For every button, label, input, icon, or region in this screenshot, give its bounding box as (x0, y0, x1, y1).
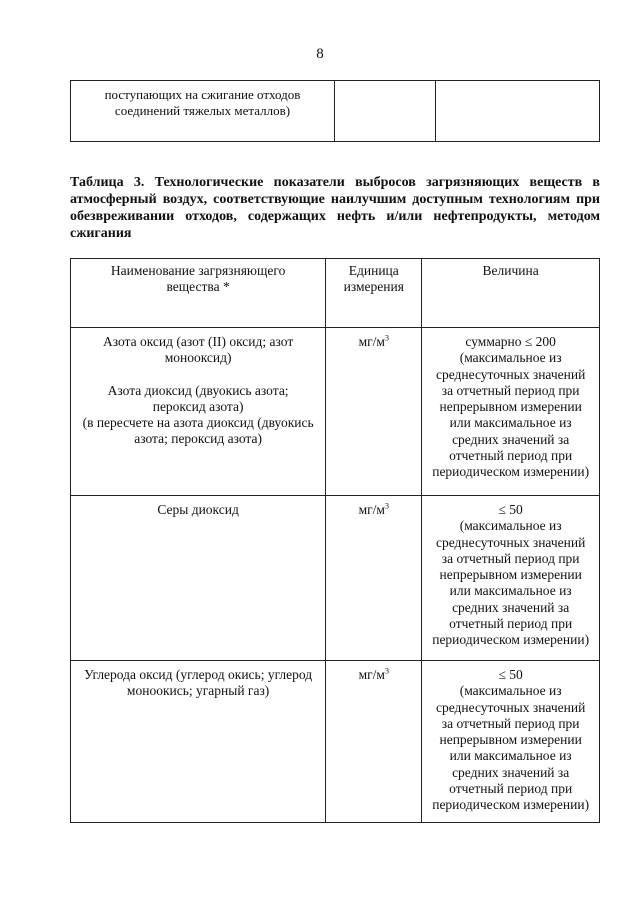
value-text: отчетный период при (449, 448, 573, 464)
value-text: за отчетный период при (441, 715, 580, 731)
table-cell (436, 81, 600, 142)
unit-cell (326, 661, 422, 823)
value-text: средних значений за (452, 764, 570, 780)
table-row (71, 661, 600, 823)
substance-cell (71, 496, 326, 661)
unit-exponent: 3 (384, 666, 389, 676)
substance-text: Азота диоксид (двуокись азота; (107, 382, 289, 398)
unit-text: мг/м (358, 502, 385, 517)
unit-exponent: 3 (384, 501, 389, 511)
value-text: (максимальное из (459, 683, 562, 699)
unit-cell (326, 496, 422, 661)
substance-text: моноокись; угарный газ) (126, 683, 270, 699)
page-number: 8 (316, 46, 324, 62)
value-text: средних значений за (452, 431, 570, 447)
table-caption: Таблица 3. Технологические показатели выбросов загрязняющих веществ в атмосферный воздух, соответствующие наилучшим доступным технологиям при обезвреживании отходов, содержащих нефть и/или нефтепродукты, методом сжигания (70, 175, 600, 241)
header-text: измерения (343, 279, 404, 295)
table-cell (71, 81, 335, 142)
value-text: суммарно ≤ 200 (465, 334, 556, 349)
substance-cell (71, 328, 326, 496)
table-header-row (71, 259, 600, 328)
value-text: периодическом измерении) (432, 632, 590, 648)
substance-text: (в пересчете на азота диоксид (двуокись (82, 415, 314, 431)
value-text: периодическом измерении) (432, 797, 590, 813)
spacer (73, 367, 323, 383)
emissions-table (70, 258, 600, 823)
value-text: или максимальное из (449, 748, 572, 764)
value-text: (максимальное из (459, 518, 562, 534)
table-cell (335, 81, 436, 142)
substance-text: пероксид азота) (152, 398, 244, 414)
value-text: за отчетный период при (441, 382, 580, 398)
value-text: за отчетный период при (441, 550, 580, 566)
substance-text: Азота оксид (азот (II) оксид; азот (102, 334, 294, 349)
header-text: Единица (348, 263, 399, 278)
unit-text: мг/м (358, 667, 385, 682)
table-row (71, 328, 600, 496)
value-cell (422, 328, 600, 496)
substance-text: монооксид) (164, 350, 232, 366)
value-text: отчетный период при (449, 781, 573, 797)
value-text: непрерывном измерении (439, 399, 582, 415)
value-text: ≤ 50 (498, 502, 523, 517)
continued-table (70, 80, 600, 142)
substance-text: Углерода оксид (углерод окись; углерод (84, 667, 313, 682)
value-text: или максимальное из (449, 583, 572, 599)
value-text: среднесуточных значений (435, 534, 586, 550)
value-text: средних значений за (452, 599, 570, 615)
value-text: среднесуточных значений (435, 699, 586, 715)
value-text: непрерывном измерении (439, 567, 582, 583)
unit-cell (326, 328, 422, 496)
header-value (422, 259, 600, 328)
table-row (71, 81, 600, 142)
value-text: непрерывном измерении (439, 732, 582, 748)
value-text: ≤ 50 (498, 667, 523, 682)
substance-cell (71, 661, 326, 823)
value-cell (422, 496, 600, 661)
value-text: или максимальное из (449, 415, 572, 431)
value-cell (422, 661, 600, 823)
table-row (71, 496, 600, 661)
value-text: отчетный период при (449, 616, 573, 632)
header-substance (71, 259, 326, 328)
cell-text: поступающих на сжигание отходов (104, 87, 301, 102)
substance-text: Серы диоксид (157, 502, 239, 517)
header-text: Наименование загрязняющего (110, 263, 286, 278)
header-unit (326, 259, 422, 328)
unit-exponent: 3 (384, 333, 389, 343)
value-text: (максимальное из (459, 350, 562, 366)
unit-text: мг/м (358, 334, 385, 349)
header-text: Величина (482, 263, 539, 278)
cell-text: соединений тяжелых металлов) (114, 103, 291, 118)
value-text: среднесуточных значений (435, 366, 586, 382)
value-text: периодическом измерении) (432, 464, 590, 480)
substance-text: азота; пероксид азота) (134, 431, 262, 447)
header-text: вещества * (166, 279, 230, 295)
